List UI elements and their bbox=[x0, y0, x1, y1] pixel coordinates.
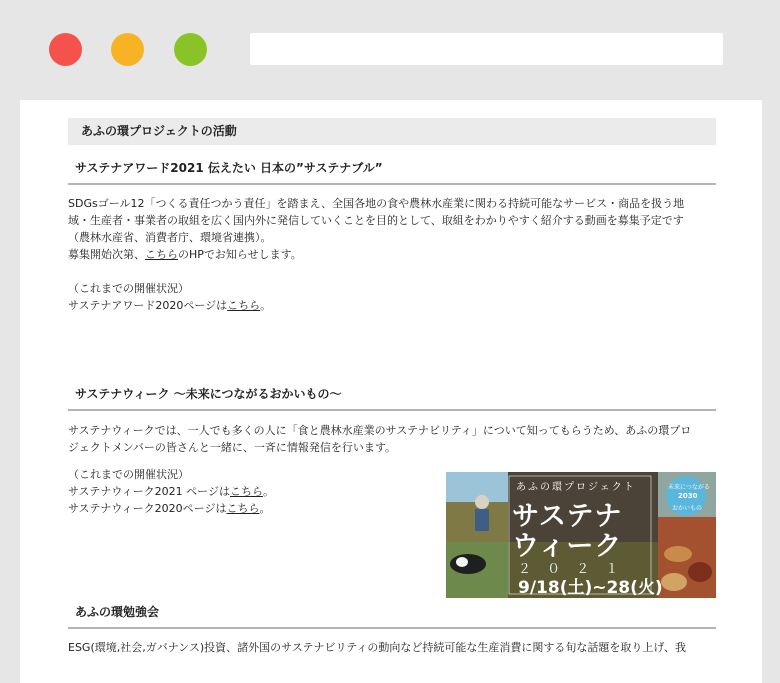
recruitment-link[interactable]: こちら bbox=[145, 248, 178, 261]
past-event-prefix: サステナウィーク2021 ページは bbox=[68, 485, 230, 498]
notice-line bbox=[68, 246, 716, 263]
notice-suffix: のHPでお知らせします。 bbox=[178, 248, 302, 261]
window-maximize-button[interactable] bbox=[174, 33, 207, 66]
past-event-line bbox=[68, 500, 428, 517]
body-line: ジェクトメンバーの皆さんと一緒に、一斉に情報発信を行います。 bbox=[68, 441, 397, 454]
body-line: （農林水産省、消費者庁、環境省連携）。 bbox=[68, 231, 272, 244]
banner-project-name: あふの環プロジェクト bbox=[516, 482, 636, 493]
activities-header-band: あふの環プロジェクトの活動 bbox=[68, 118, 716, 145]
address-bar[interactable] bbox=[250, 33, 723, 65]
body-line: ESG(環境,社会,ガバナンス)投資、諸外国のサステナビリティの動向など持続可能な生産消費に関する旬な話題を取り上げ、我 bbox=[68, 641, 686, 654]
section-title-sustaina-award: サステナアワード2021 伝えたい 日本の”サステナブル” bbox=[68, 154, 716, 185]
body-line: 域・生産者・事業者の取組を広く国内外に発信していくことを目的として、取組をわかりやすく紹介する動画を募集予定です bbox=[68, 214, 684, 227]
section-title-study-group: あふの環勉強会 bbox=[68, 598, 716, 629]
body-line: サステナウィークでは、一人でも多くの人に「食と農林水産業のサステナビリティ」について知ってもらうため、あふの環プロ bbox=[68, 424, 692, 437]
banner-title-line1: サステナ bbox=[512, 501, 623, 532]
award-2020-link[interactable]: こちら bbox=[227, 299, 261, 312]
banner-dates: 9/18(土)~28(火) bbox=[518, 578, 663, 598]
badge-bottom-text: おかいもの bbox=[672, 505, 703, 512]
section-title-sustaina-week: サステナウィーク ～未来につながるおかいもの～ bbox=[68, 380, 716, 411]
badge-year-text: 2030 bbox=[678, 492, 698, 500]
banner-title-line2: ウィーク bbox=[512, 531, 623, 562]
past-event-prefix: サステナアワード2020ページは bbox=[68, 299, 228, 312]
past-event-suffix: 。 bbox=[259, 502, 271, 515]
window-minimize-button[interactable] bbox=[111, 33, 144, 66]
past-event-line bbox=[68, 297, 716, 314]
notice-prefix: 募集開始次第、 bbox=[68, 248, 145, 261]
body-line: SDGsゴール12「つくる責任つかう責任」を踏まえ、全国各地の食や農林水産業に関わる持続可能なサービス・商品を扱う地 bbox=[68, 197, 685, 210]
past-event-suffix: 。 bbox=[260, 299, 272, 312]
page-content bbox=[68, 118, 716, 656]
past-event-prefix: サステナウィーク2020ページは bbox=[68, 502, 227, 515]
page-viewport bbox=[20, 100, 762, 683]
sustaina-week-2021-banner[interactable] bbox=[446, 472, 716, 598]
past-events-list bbox=[68, 466, 428, 517]
window-close-button[interactable] bbox=[49, 33, 82, 66]
past-event-suffix: 。 bbox=[262, 485, 274, 498]
past-events-heading: （これまでの開催状況） bbox=[68, 282, 189, 295]
week-2021-link[interactable]: こちら bbox=[229, 485, 263, 498]
section-body-sustaina-award bbox=[68, 195, 716, 314]
section-body-study-group bbox=[68, 639, 716, 656]
week-2020-link[interactable]: こちら bbox=[226, 502, 260, 515]
past-events-heading: （これまでの開催状況） bbox=[68, 468, 189, 481]
section-body-sustaina-week bbox=[68, 422, 716, 598]
banner-year: ２ ０ ２ １ bbox=[518, 562, 625, 577]
badge-top-text: 未来につながる bbox=[668, 484, 710, 491]
past-event-line bbox=[68, 483, 428, 500]
